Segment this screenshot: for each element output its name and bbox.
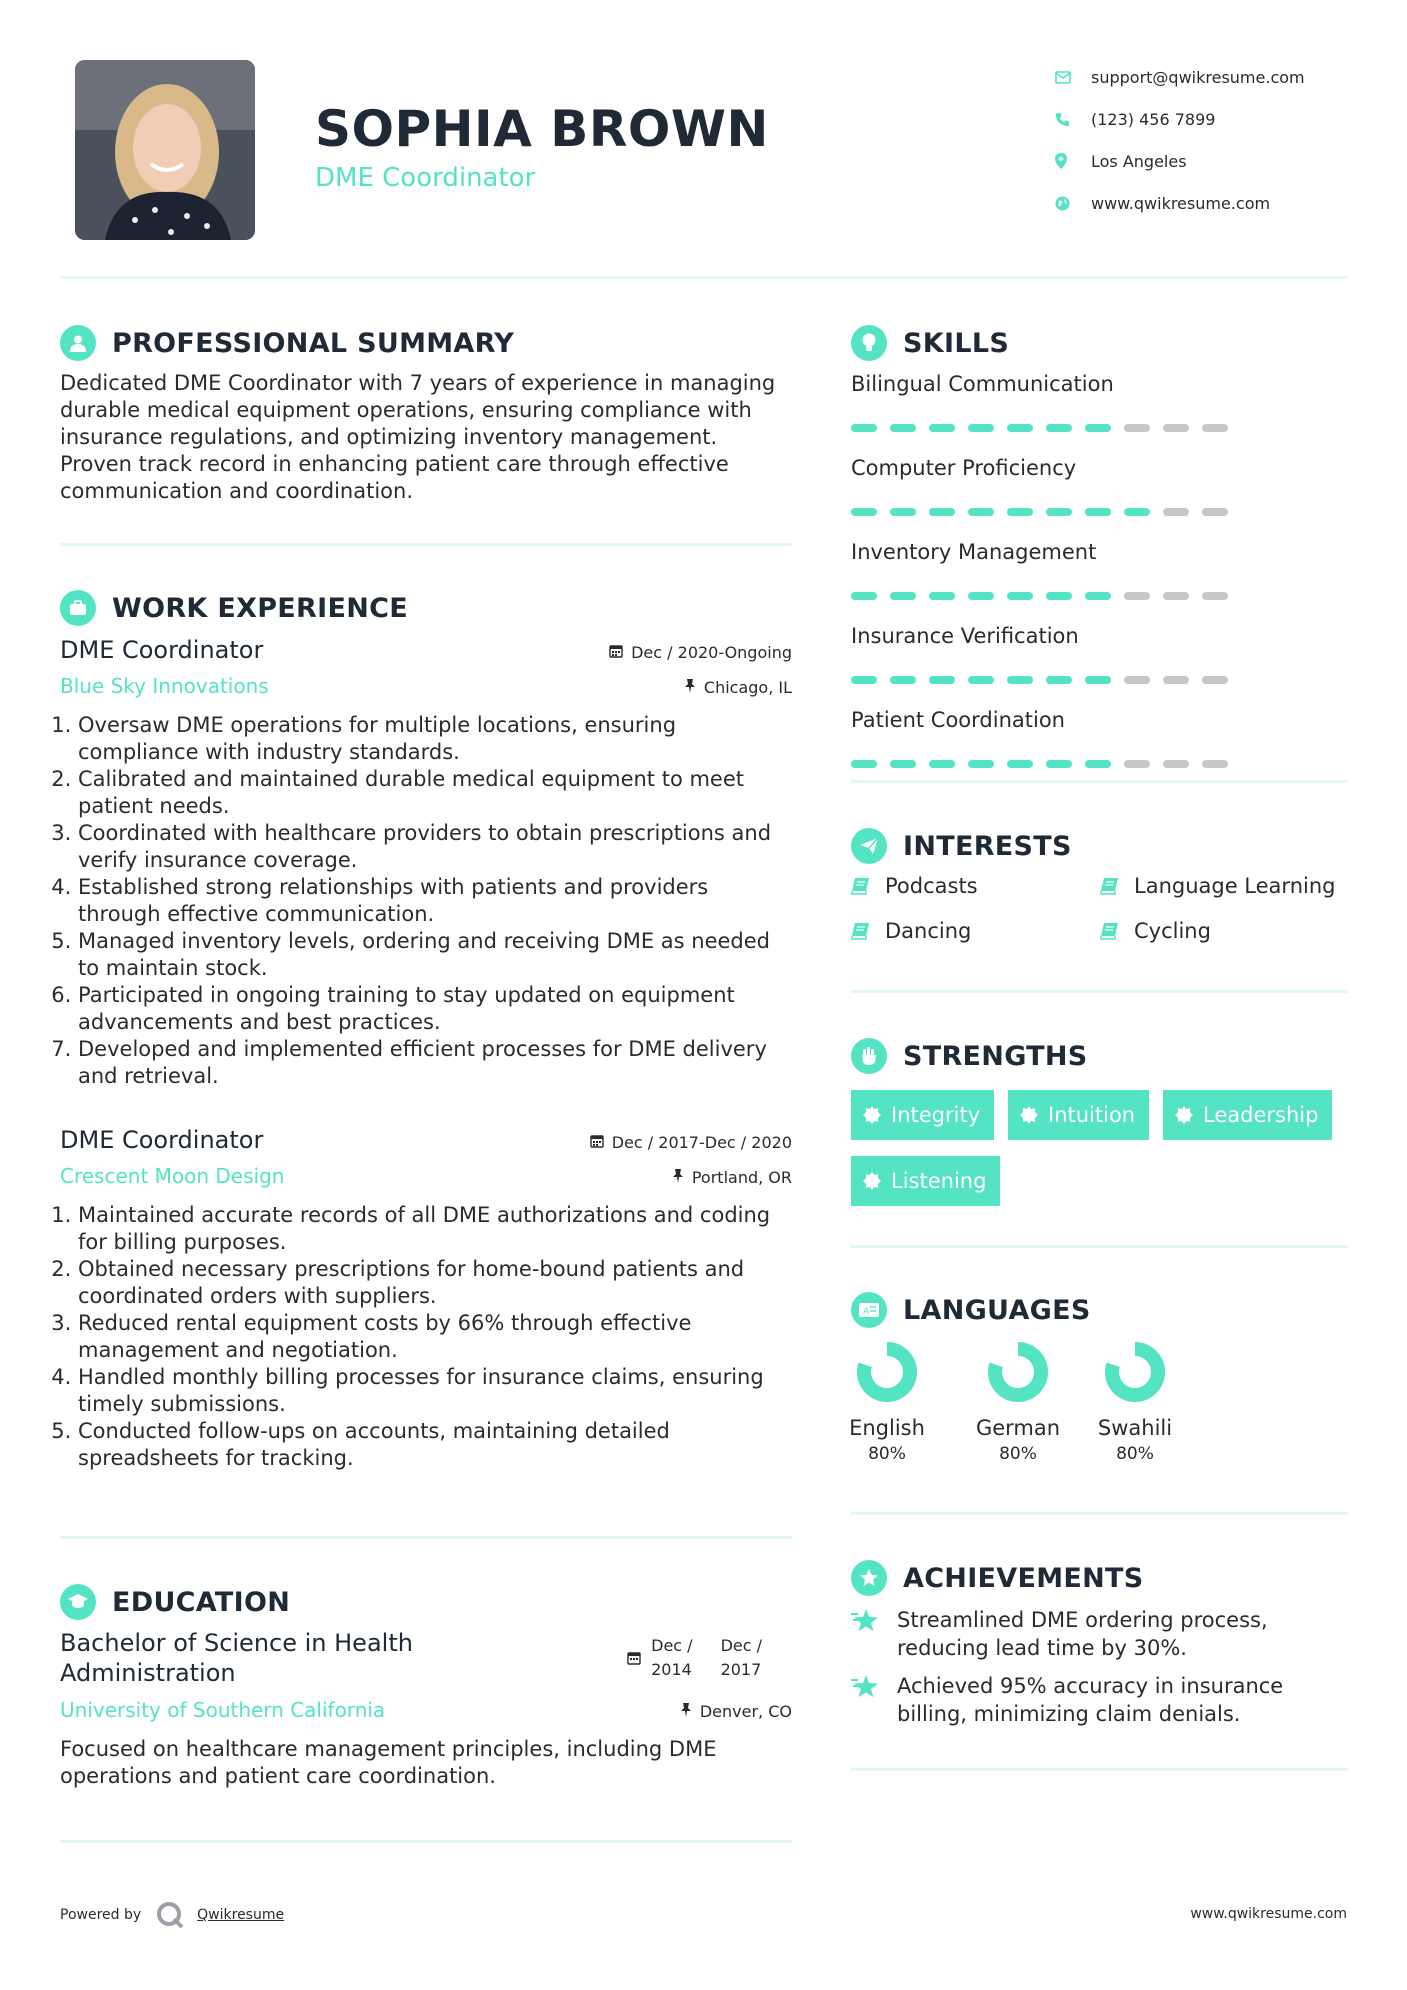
rating-dash-filled [968, 424, 994, 432]
calendar-icon [609, 643, 623, 662]
rating-dash-filled [929, 424, 955, 432]
list-item: 2. Obtained necessary prescriptions for home-bound patients and coordinated orders with suppliers. [78, 1256, 792, 1310]
skill-rating [851, 592, 1348, 600]
book-icon [851, 877, 871, 895]
rating-dash-empty [1124, 676, 1150, 684]
language-name: Swahili [1097, 1416, 1173, 1440]
job-entry [60, 636, 792, 1090]
interests-divider [851, 990, 1348, 993]
rating-dash-empty [1124, 760, 1150, 768]
profile-photo [75, 60, 255, 240]
job-entry [60, 1126, 792, 1472]
skill-rating [851, 508, 1348, 516]
summary-divider [60, 543, 792, 546]
rating-dash-filled [890, 760, 916, 768]
language-ring [986, 1340, 1050, 1404]
rating-dash-filled [890, 424, 916, 432]
skills-divider [851, 780, 1348, 783]
footer-website[interactable]: www.qwikresume.com [1190, 1906, 1347, 1922]
footer-powered-by: Powered by Qwikresume [60, 1900, 284, 1930]
list-item: 4. Handled monthly billing processes for insurance claims, ensuring timely submissions. [78, 1364, 792, 1418]
list-item: 3. Reduced rental equipment costs by 66% through effective management and negotiation. [78, 1310, 792, 1364]
badge-icon [863, 1172, 881, 1190]
rating-dash-filled [1085, 676, 1111, 684]
skill-rating [851, 676, 1348, 684]
language-item [963, 1340, 1073, 1464]
skill-rating [851, 760, 1348, 768]
graduation-cap-icon [60, 1584, 96, 1620]
interests-heading: INTERESTS [851, 828, 1072, 864]
strength-badge: Intuition [1008, 1090, 1149, 1140]
language-item [832, 1340, 942, 1464]
start-date: Dec / 2014 [651, 1636, 693, 1679]
education-divider [60, 1840, 792, 1843]
rating-dash-filled [1085, 592, 1111, 600]
contact-list [1055, 56, 1375, 224]
rating-dash-filled [1046, 508, 1072, 516]
rating-dash-filled [968, 592, 994, 600]
education-entry [60, 1628, 792, 1790]
rating-dash-empty [1202, 508, 1228, 516]
star-icon [851, 1606, 897, 1662]
skills-heading: SKILLS [851, 325, 1009, 361]
skill-item [851, 372, 1348, 432]
star-icon [851, 1672, 897, 1728]
rating-dash-filled [890, 676, 916, 684]
skill-name: Inventory Management [851, 540, 1097, 564]
strength-badge: Listening [851, 1156, 1000, 1206]
list-item: 6. Participated in ongoing training to stay updated on equipment advancements and best practices. [78, 982, 792, 1036]
language-percent: 80% [868, 1444, 906, 1464]
rating-dash-empty [1202, 760, 1228, 768]
language-ring [1103, 1340, 1167, 1404]
list-item: 1. Oversaw DME operations for multiple locations, ensuring compliance with industry standards. [78, 712, 792, 766]
rating-dash-empty [1124, 592, 1150, 600]
rating-dash-filled [890, 592, 916, 600]
briefcase-icon [60, 590, 96, 626]
hand-icon [851, 1038, 887, 1074]
rating-dash-filled [968, 676, 994, 684]
languages-heading: A LANGUAGES [851, 1292, 1091, 1328]
interest-item: Podcasts [851, 874, 978, 898]
rating-dash-filled [968, 508, 994, 516]
job-dates: Dec / 2020-Ongoing [609, 643, 792, 662]
strengths-divider [851, 1245, 1348, 1248]
interest-item: Dancing [851, 919, 971, 943]
rating-dash-filled [851, 424, 877, 432]
achievement-item: Streamlined DME ordering process, reducing lead time by 30%. [851, 1606, 1297, 1662]
user-icon [60, 325, 96, 361]
envelope-icon [1055, 71, 1091, 84]
rating-dash-filled [968, 760, 994, 768]
candidate-title: DME Coordinator [315, 163, 536, 193]
qwikresume-logo-icon [155, 1900, 185, 1930]
rating-dash-filled [1007, 676, 1033, 684]
badge-icon [863, 1106, 881, 1124]
rating-dash-filled [851, 592, 877, 600]
strength-badge: Integrity [851, 1090, 994, 1140]
education-heading: EDUCATION [60, 1584, 290, 1620]
rating-dash-filled [851, 508, 877, 516]
skill-item [851, 708, 1348, 768]
skills-list [851, 372, 1348, 792]
pin-icon [672, 1168, 684, 1187]
rating-dash-filled [1007, 508, 1033, 516]
job-location: Chicago, IL [684, 678, 792, 697]
languages-divider [851, 1512, 1348, 1515]
list-item: 2. Calibrated and maintained durable medical equipment to meet patient needs. [78, 766, 792, 820]
job-role: DME Coordinator [60, 636, 264, 664]
rating-dash-filled [1085, 760, 1111, 768]
skill-item [851, 624, 1348, 684]
rating-dash-empty [1124, 424, 1150, 432]
rating-dash-filled [1124, 508, 1150, 516]
language-percent: 80% [1116, 1444, 1154, 1464]
degree-title: Bachelor of Science in Health Administration [60, 1629, 413, 1687]
rating-dash-filled [1046, 424, 1072, 432]
job-company: Crescent Moon Design [60, 1164, 285, 1188]
rating-dash-filled [1046, 592, 1072, 600]
interest-item: Cycling [1100, 919, 1211, 943]
job-role: DME Coordinator [60, 1126, 264, 1154]
contact-email[interactable]: support@qwikresume.com [1055, 56, 1375, 98]
achievements-divider [851, 1768, 1348, 1771]
duty-list [60, 712, 792, 1090]
contact-location: Los Angeles [1055, 140, 1375, 182]
skill-name: Insurance Verification [851, 624, 1079, 648]
rating-dash-filled [1007, 760, 1033, 768]
pin-icon [684, 678, 696, 697]
badge-icon [1020, 1106, 1038, 1124]
book-icon [1100, 922, 1120, 940]
rating-dash-filled [1046, 676, 1072, 684]
experience-heading: WORK EXPERIENCE [60, 590, 408, 626]
rating-dash-empty [1163, 592, 1189, 600]
strength-badge: Leadership [1163, 1090, 1332, 1140]
contact-website[interactable]: www.qwikresume.com [1055, 182, 1375, 224]
language-percent: 80% [999, 1444, 1037, 1464]
language-item [1080, 1340, 1190, 1464]
interest-item: Language Learning [1100, 874, 1335, 898]
rating-dash-empty [1163, 760, 1189, 768]
summary-text: Dedicated DME Coordinator with 7 years of experience in managing durable medical equipment operations, ensuring compliance with insurance regulations, and optimizing inventory management. Proven track record in enhancing patient care through effective communication and coordination. [60, 371, 776, 503]
skill-name: Computer Proficiency [851, 456, 1077, 480]
skill-name: Bilingual Communication [851, 372, 1114, 396]
star-badge-icon [851, 1560, 887, 1596]
rating-dash-empty [1163, 508, 1189, 516]
school-name: University of Southern California [60, 1698, 386, 1722]
education-dates [627, 1628, 762, 1688]
lightbulb-icon [851, 325, 887, 361]
calendar-icon [627, 1651, 641, 1665]
education-text: Focused on healthcare management principles, including DME operations and patient care coordination. [60, 1737, 717, 1788]
list-item: 5. Conducted follow-ups on accounts, maintaining detailed spreadsheets for tracking. [78, 1418, 792, 1472]
language-name: English [849, 1416, 925, 1440]
header-divider [60, 276, 1348, 279]
language-icon [851, 1292, 887, 1328]
rating-dash-filled [1007, 592, 1033, 600]
rating-dash-filled [1085, 424, 1111, 432]
skill-item [851, 540, 1348, 600]
rating-dash-filled [929, 592, 955, 600]
book-icon [1100, 877, 1120, 895]
globe-icon [1055, 196, 1091, 211]
pin-icon [680, 1702, 692, 1721]
language-name: German [975, 1416, 1061, 1440]
list-item: 1. Maintained accurate records of all DME authorizations and coding for billing purposes. [78, 1202, 792, 1256]
list-item: 7. Developed and implemented efficient processes for DME delivery and retrieval. [78, 1036, 792, 1090]
phone-icon [1055, 112, 1091, 127]
paper-plane-icon [851, 828, 887, 864]
list-item: 4. Established strong relationships with patients and providers through effective communication. [78, 874, 792, 928]
achievements-heading: ACHIEVEMENTS [851, 1560, 1144, 1596]
rating-dash-filled [851, 760, 877, 768]
rating-dash-empty [1163, 424, 1189, 432]
job-location: Portland, OR [672, 1168, 792, 1187]
strengths-heading: STRENGTHS [851, 1038, 1088, 1074]
svg-text:A: A [863, 1307, 870, 1317]
rating-dash-filled [890, 508, 916, 516]
duty-list [60, 1202, 792, 1472]
list-item: 3. Coordinated with healthcare providers to obtain prescriptions and verify insurance coverage. [78, 820, 792, 874]
book-icon [851, 922, 871, 940]
calendar-icon [590, 1133, 604, 1152]
rating-dash-empty [1202, 592, 1228, 600]
rating-dash-empty [1202, 676, 1228, 684]
rating-dash-filled [1046, 760, 1072, 768]
skill-name: Patient Coordination [851, 708, 1065, 732]
job-dates: Dec / 2017-Dec / 2020 [590, 1133, 792, 1152]
rating-dash-filled [851, 676, 877, 684]
rating-dash-filled [929, 760, 955, 768]
list-item: 5. Managed inventory levels, ordering and receiving DME as needed to maintain stock. [78, 928, 792, 982]
school-location: Denver, CO [680, 1702, 792, 1721]
end-date: Dec / 2017 [720, 1636, 762, 1679]
rating-dash-empty [1202, 424, 1228, 432]
language-ring [855, 1340, 919, 1404]
rating-dash-filled [1007, 424, 1033, 432]
rating-dash-filled [929, 508, 955, 516]
candidate-name: SOPHIA BROWN [315, 100, 769, 158]
contact-phone[interactable]: (123) 456 7899 [1055, 98, 1375, 140]
skill-rating [851, 424, 1348, 432]
rating-dash-filled [1085, 508, 1111, 516]
skill-item [851, 456, 1348, 516]
job-company: Blue Sky Innovations [60, 674, 269, 698]
location-pin-icon [1055, 153, 1091, 169]
summary-heading: PROFESSIONAL SUMMARY [60, 325, 514, 361]
rating-dash-filled [929, 676, 955, 684]
achievement-item: Achieved 95% accuracy in insurance billing, minimizing claim denials. [851, 1672, 1297, 1728]
experience-divider [60, 1536, 792, 1539]
qwikresume-link[interactable]: Qwikresume [197, 1907, 285, 1923]
badge-icon [1175, 1106, 1193, 1124]
rating-dash-empty [1163, 676, 1189, 684]
